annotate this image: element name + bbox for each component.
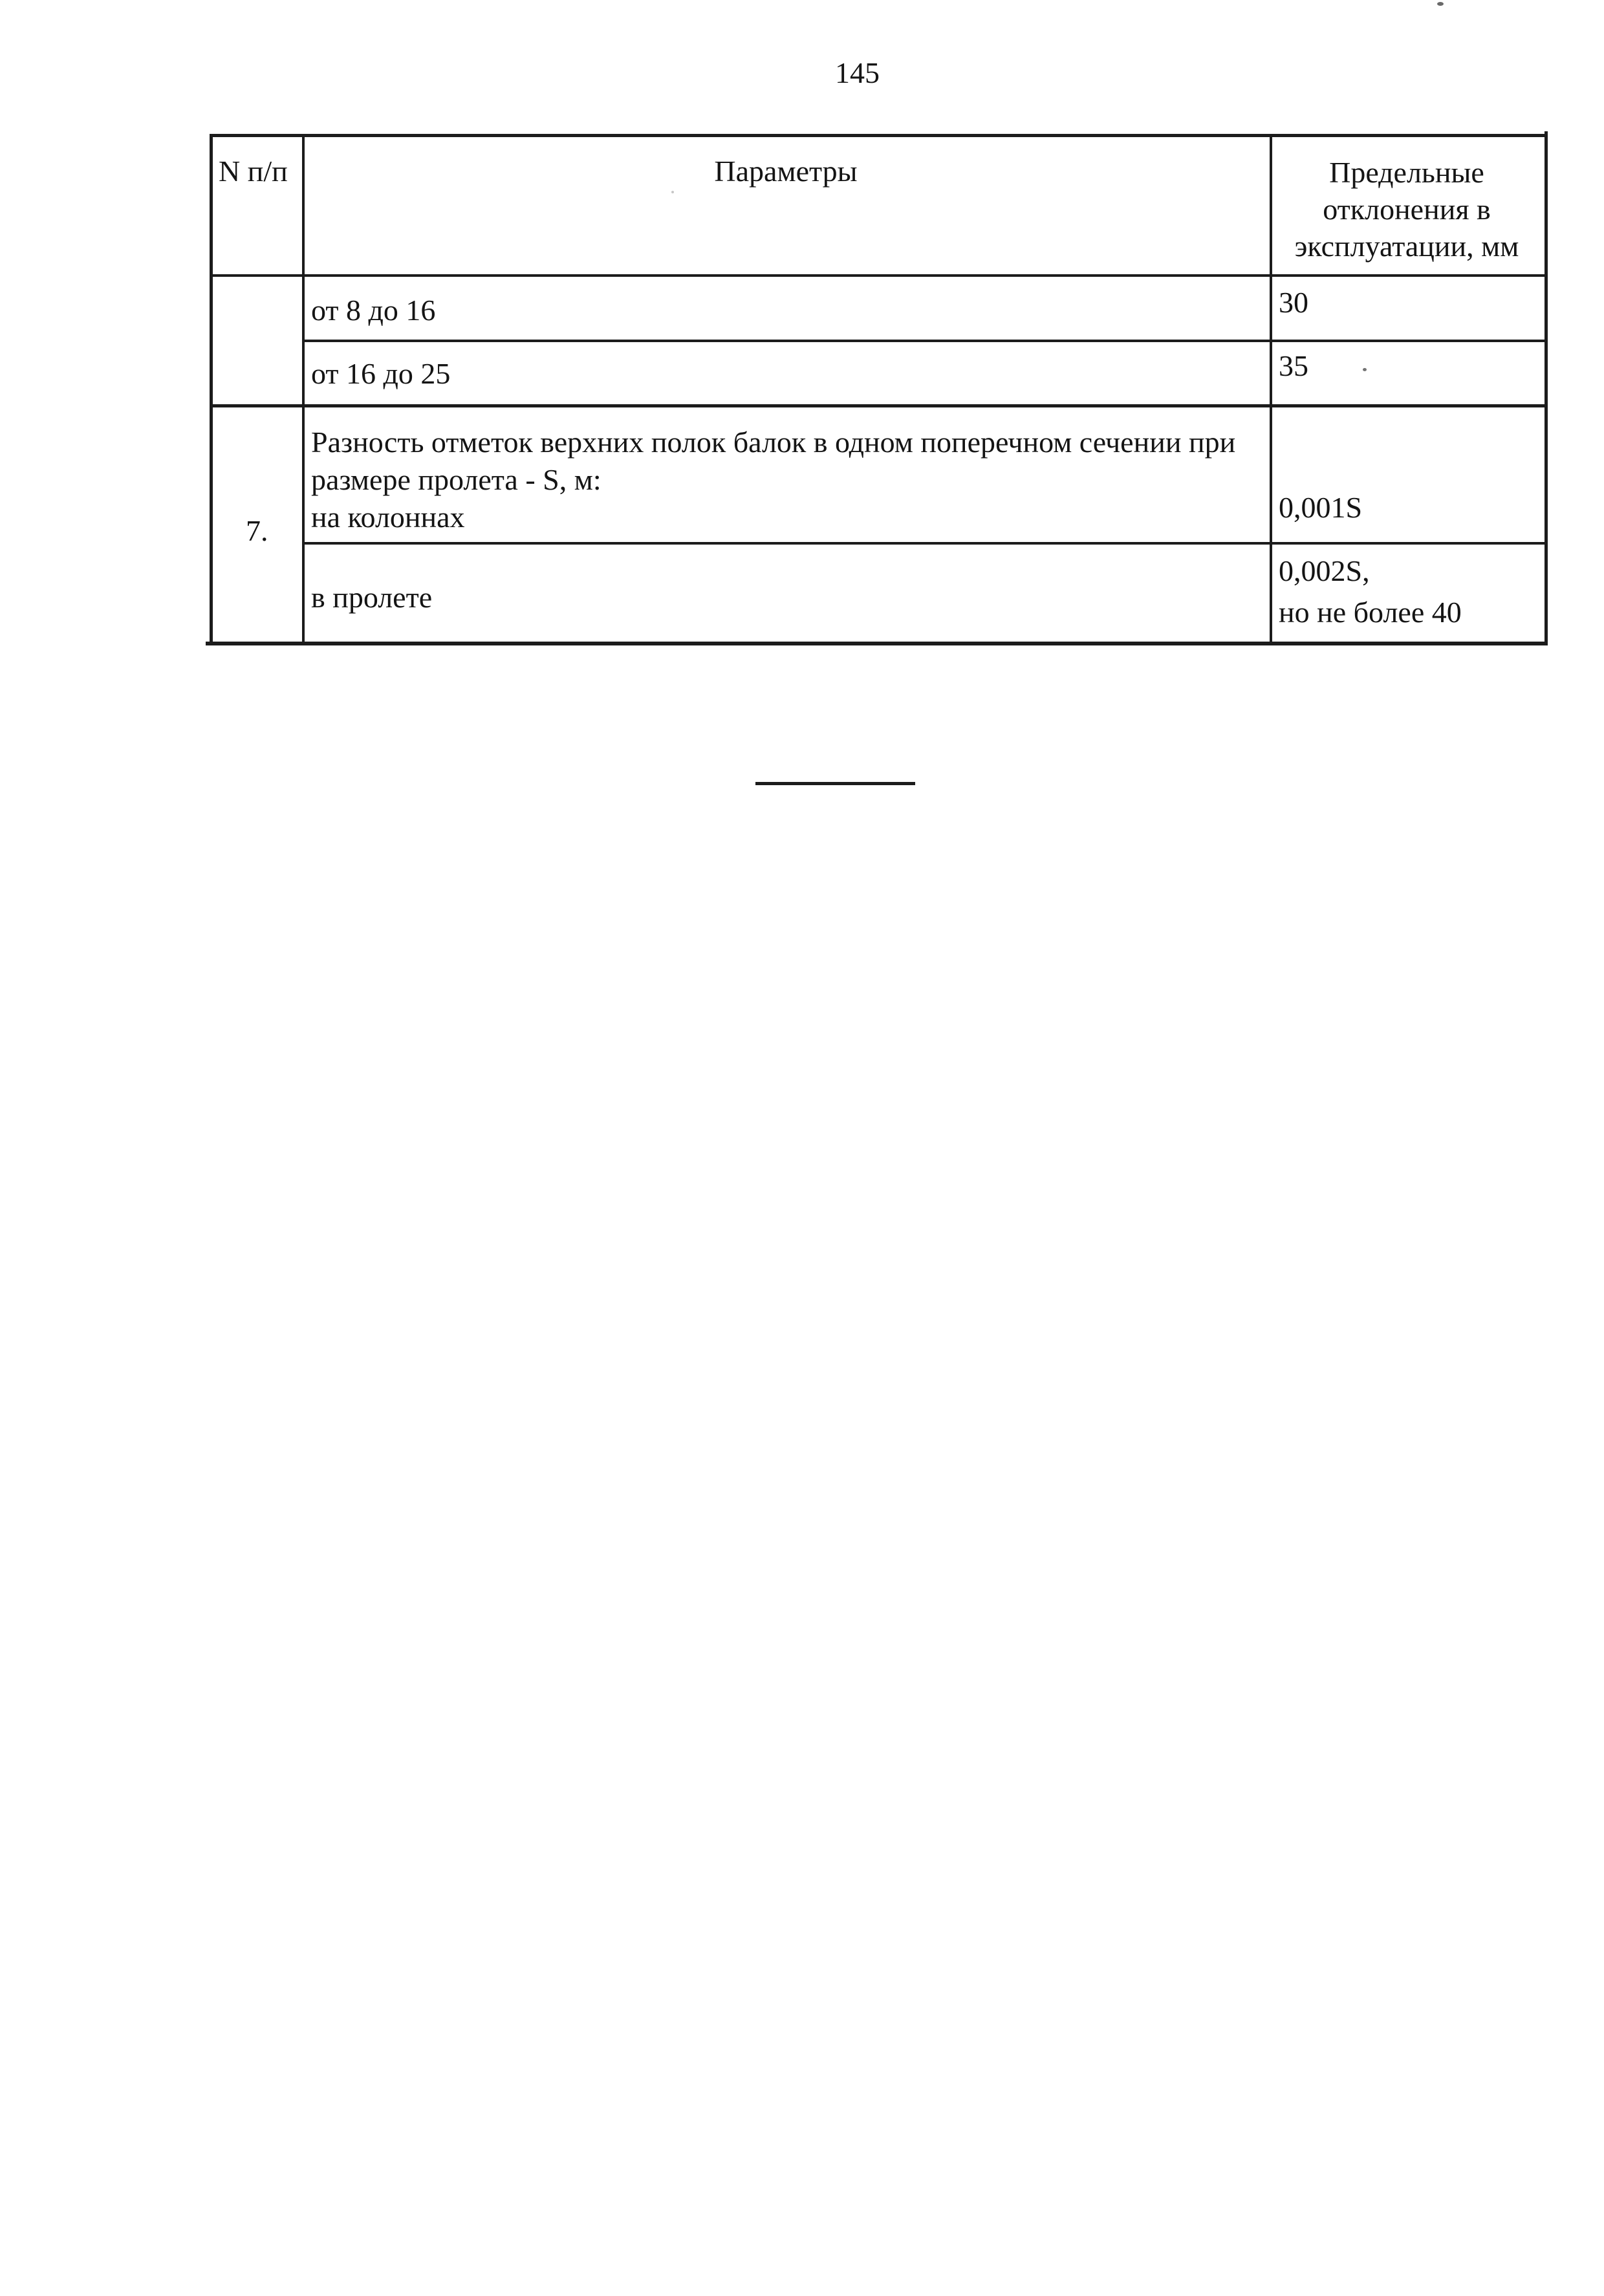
item7-subrow-param: на колоннах: [311, 501, 465, 534]
table-border-row1-bottom: [302, 340, 1548, 342]
row-param: от 16 до 25: [311, 357, 451, 390]
item7-param-line2: размере пролета - S, м:: [311, 463, 602, 496]
row-value: 35: [1279, 349, 1308, 382]
item7-subrow2-value: [1279, 550, 1462, 633]
header-cell-params: Параметры: [714, 155, 858, 188]
item7-param-paragraph: [311, 424, 1235, 499]
table-divider-col1: [302, 134, 305, 644]
header-cell-limits: Предельные отклонения в эксплуатации, мм: [1294, 156, 1519, 263]
item7-subrow2-value-line1: 0,002S,: [1279, 554, 1370, 587]
item7-number: 7.: [246, 514, 268, 547]
item7-subrow2-param: в пролете: [311, 581, 433, 614]
table-divider-col2: [1270, 134, 1272, 644]
end-separator-line: [755, 782, 915, 785]
table-border-right: [1544, 131, 1548, 645]
table-border-bottom: [206, 642, 1548, 645]
row-param: от 8 до 16: [311, 294, 436, 327]
scan-speck: [1437, 2, 1444, 6]
header-cell-num: N п/п: [219, 155, 288, 188]
table-border-section: [210, 404, 1548, 407]
table-border-header-bottom: [210, 274, 1548, 277]
table-border-top: [210, 134, 1548, 137]
item7-subrow-value: 0,001S: [1279, 491, 1363, 524]
page-number: 145: [835, 56, 880, 89]
scan-speck: [671, 191, 674, 193]
table-border-row7a-bottom: [302, 542, 1548, 545]
scan-speck: [1363, 368, 1367, 371]
item7-param-line1: Разность отметок верхних полок балок в одном поперечном сечении при: [311, 426, 1236, 459]
table-border-left: [210, 134, 213, 645]
row-value: 30: [1279, 286, 1308, 319]
item7-subrow2-value-line2: но не более 40: [1279, 596, 1462, 629]
